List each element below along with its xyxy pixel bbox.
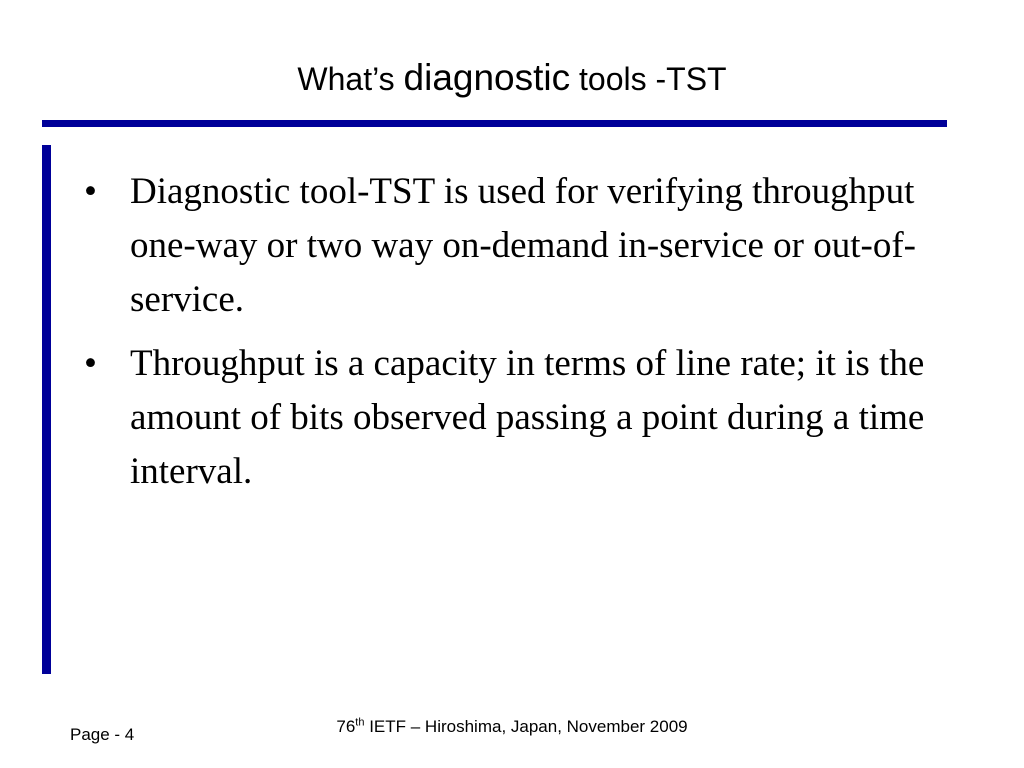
- footer-event-number: 76: [336, 717, 356, 736]
- bullet-list: [84, 165, 964, 509]
- bullet-item: [84, 337, 964, 499]
- bullet-marker: •: [84, 171, 97, 212]
- title-text-pre: What’s: [297, 61, 404, 97]
- title-underline-rule: [42, 120, 947, 127]
- bullet-text: Throughput is a capacity in terms of line rate; it is the amount of bits observed passing a point during a time interval.: [130, 343, 925, 492]
- left-vertical-rule: [42, 145, 51, 674]
- title-text-emphasis: diagnostic: [403, 57, 571, 98]
- page-number: Page - 4: [70, 725, 135, 744]
- footer-event-superscript: th: [355, 716, 365, 729]
- title-text-post: tools -TST: [570, 61, 727, 97]
- bullet-item: [84, 165, 964, 327]
- footer-event-text: IETF – Hiroshima, Japan, November 2009: [364, 717, 688, 736]
- footer-event: [0, 716, 1024, 738]
- slide-title: [0, 52, 1024, 105]
- bullet-text: Diagnostic tool-TST is used for verifying throughput one-way or two way on-demand in-service or out-of-service.: [130, 171, 916, 320]
- bullet-marker: •: [84, 343, 97, 384]
